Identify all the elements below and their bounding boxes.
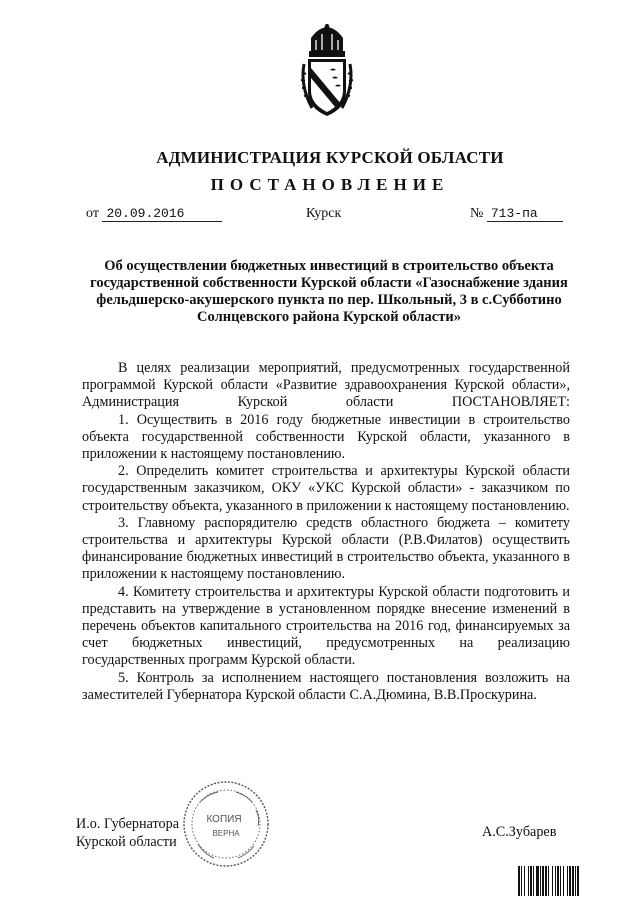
barcode-icon bbox=[518, 866, 620, 896]
signatory-position-line: И.о. Губернатора bbox=[76, 816, 179, 832]
date-label: от bbox=[86, 206, 99, 221]
city: Курск bbox=[306, 206, 342, 221]
preamble-paragraph: В целях реализации мероприятий, предусмотренных государственной программой Курской области «Развитие здравоохранения Курской области», Администрация Курской области ПОСТАНОВЛЯЕТ: bbox=[82, 360, 570, 411]
stamp-text: КОПИЯ bbox=[206, 814, 242, 825]
signatory-position bbox=[76, 815, 179, 851]
coat-of-arms-icon bbox=[294, 24, 360, 118]
clause-paragraph: 5. Контроль за исполнением настоящего постановления возложить на заместителей Губернатора Курской области С.А.Дюмина, В.В.Проскурина. bbox=[82, 669, 570, 703]
clause-paragraph: 3. Главному распорядителю средств областного бюджета – комитету строительства и архитектуры Курской области (Р.В.Филатов) осуществить финансирование бюджетных инвестиций в строительство объекта, указанного в приложении к настоящему постановлению. bbox=[82, 514, 570, 583]
date-field bbox=[86, 206, 222, 222]
clause-paragraph: 2. Определить комитет строительства и архитектуры Курской области государственным заказчиком, ОКУ «УКС Курской области» - заказчиком по строительству объекта, указанного в приложении к настоящему постановлению. bbox=[82, 463, 570, 514]
signatory-name: А.С.Зубарев bbox=[482, 824, 557, 840]
stamp-text: ВЕРНА bbox=[212, 829, 240, 838]
document-subject: Об осуществлении бюджетных инвестиций в строительство объекта государственной собственности Курской области «Газоснабжение здания фельдшерско-акушерского пункта по пер. Школьный, 3 в с.Субботино Солнцевского района Курской области» bbox=[90, 258, 568, 325]
number-label: № bbox=[470, 206, 484, 221]
organization-title: АДМИНИСТРАЦИЯ КУРСКОЙ ОБЛАСТИ bbox=[156, 148, 504, 167]
document-type: ПОСТАНОВЛЕНИЕ bbox=[210, 175, 450, 194]
document-number: 713-па bbox=[487, 206, 563, 222]
document-date: 20.09.2016 bbox=[102, 206, 222, 222]
clause-paragraph: 4. Комитету строительства и архитектуры Курской области подготовить и представить на утверждение в установленном порядке внесение изменений в перечень объектов капитального строительства на 2016 год, финансируемых за счет бюджетных инвестиций, предусмотренных на реализацию государственных программ Курской области. bbox=[82, 583, 570, 669]
clause-paragraph: 1. Осуществить в 2016 году бюджетные инвестиции в строительство объекта государственной собственности Курской области, указанного в приложении к настоящему постановлению. bbox=[82, 411, 570, 463]
signatory-position-line: Курской области bbox=[76, 834, 177, 850]
document-body bbox=[82, 360, 570, 704]
certified-copy-stamp-icon bbox=[180, 778, 272, 870]
number-field bbox=[470, 206, 563, 222]
